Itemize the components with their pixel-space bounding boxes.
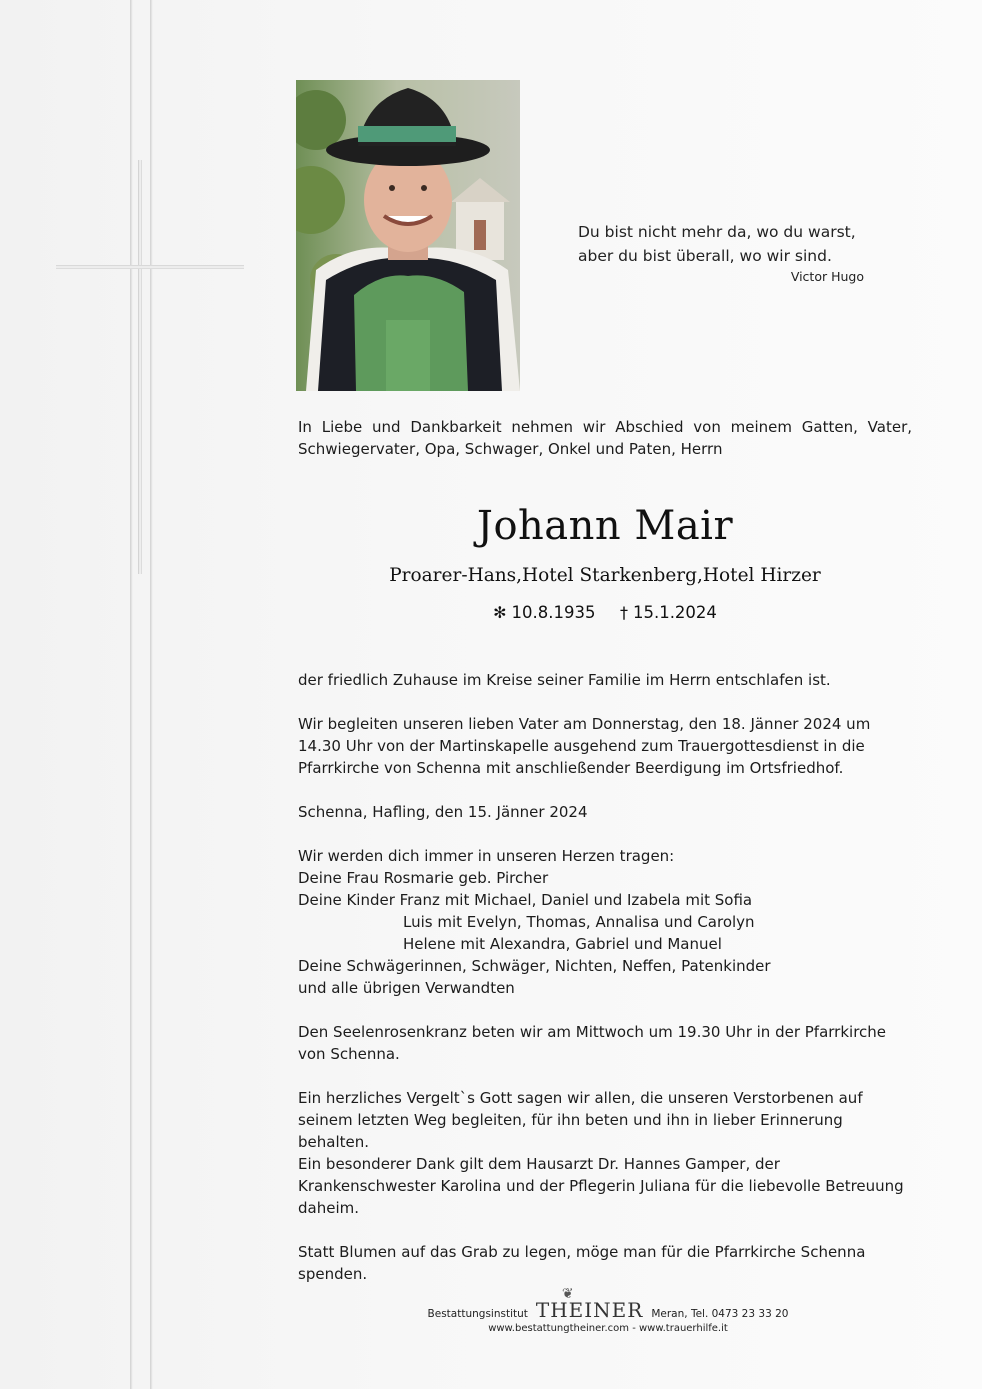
family-line: Wir werden dich immer in unseren Herzen tragen: (298, 847, 675, 865)
funeral-home-footer (398, 1286, 818, 1334)
thanks-general: Ein herzliches Vergelt`s Gott sagen wir allen, die unseren Verstorbenen auf seinem letzten Weg begleiten, für ihn beten und ihn in lieber Erinnerung behalten. (298, 1089, 863, 1151)
funeral-details: Wir begleiten unseren lieben Vater am Donnerstag, den 18. Jänner 2024 um 14.30 Uhr von der Martinskapelle ausgehend zum Trauergottesdienst in die Pfarrkirche von Schenna mit anschließender Beerdigung im Ortsfriedhof. (298, 715, 871, 777)
border-line-right (150, 0, 153, 1389)
thanks-block (298, 1087, 912, 1219)
border-line-left (130, 0, 133, 1389)
family-line: Helene mit Alexandra, Gabriel und Manuel (403, 935, 722, 953)
place-date: Schenna, Hafling, den 15. Jänner 2024 (298, 803, 588, 821)
quote-block (578, 220, 878, 286)
rosary-text: Den Seelenrosenkranz beten wir am Mittwoch um 19.30 Uhr in der Pfarrkirche von Schenna. (298, 1023, 887, 1063)
family-line: Deine Kinder Franz mit Michael, Daniel und Izabela mit Sofia (298, 891, 753, 909)
footer-web: www.bestattungtheiner.com - www.trauerhilfe.it (488, 1323, 728, 1334)
quote-line-1: Du bist nicht mehr da, wo du warst, (578, 223, 856, 241)
quote-line-2: aber du bist überall, wo wir sind. (578, 247, 832, 265)
donation-text: Statt Blumen auf das Grab zu legen, möge man für die Pfarrkirche Schenna spenden. (298, 1243, 866, 1283)
quote-author: Victor Hugo (790, 269, 864, 284)
intro-text: In Liebe und Dankbarkeit nehmen wir Abschied von meinem Gatten, Vater, Schwiegervater, Opa, Schwager, Onkel und Paten, Herrn (298, 418, 912, 458)
cross-horizontal-bar (56, 265, 244, 269)
footer-brand: THEINER (535, 1298, 644, 1322)
birth-date: 10.8.1935 (511, 603, 596, 622)
footer-brand-logo (535, 1286, 644, 1322)
death-cross-icon: † (619, 603, 628, 622)
family-line: und alle übrigen Verwandten (298, 979, 515, 997)
tree-logo-icon: ❦ (561, 1286, 575, 1302)
family-list (298, 845, 912, 999)
birth-star-icon: ✻ (493, 603, 507, 622)
thanks-special: Ein besonderer Dank gilt dem Hausarzt Dr. Hannes Gamper, der Krankenschwester Karolina und der Pflegerin Juliana für die liebevolle Betreuung daheim. (298, 1155, 904, 1217)
cross-vertical-bar (138, 160, 142, 574)
death-date: 15.1.2024 (632, 603, 717, 622)
family-line: Deine Frau Rosmarie geb. Pircher (298, 869, 549, 887)
family-line: Deine Schwägerinnen, Schwäger, Nichten, Neffen, Patenkinder (298, 957, 771, 975)
family-line: Luis mit Evelyn, Thomas, Annalisa und Carolyn (403, 913, 755, 931)
footer-contact: Meran, Tel. 0473 23 33 20 (651, 1308, 789, 1320)
life-dates (298, 603, 912, 622)
passing-text: der friedlich Zuhause im Kreise seiner Familie im Herrn entschlafen ist. (298, 671, 831, 689)
deceased-nickname: Proarer-Hans,Hotel Starkenberg,Hotel Hirzer (389, 565, 821, 586)
announcement-body (298, 669, 912, 1307)
footer-institute: Bestattungsinstitut (427, 1308, 528, 1320)
deceased-name: Johann Mair (476, 503, 734, 549)
portrait-photo (296, 80, 520, 391)
